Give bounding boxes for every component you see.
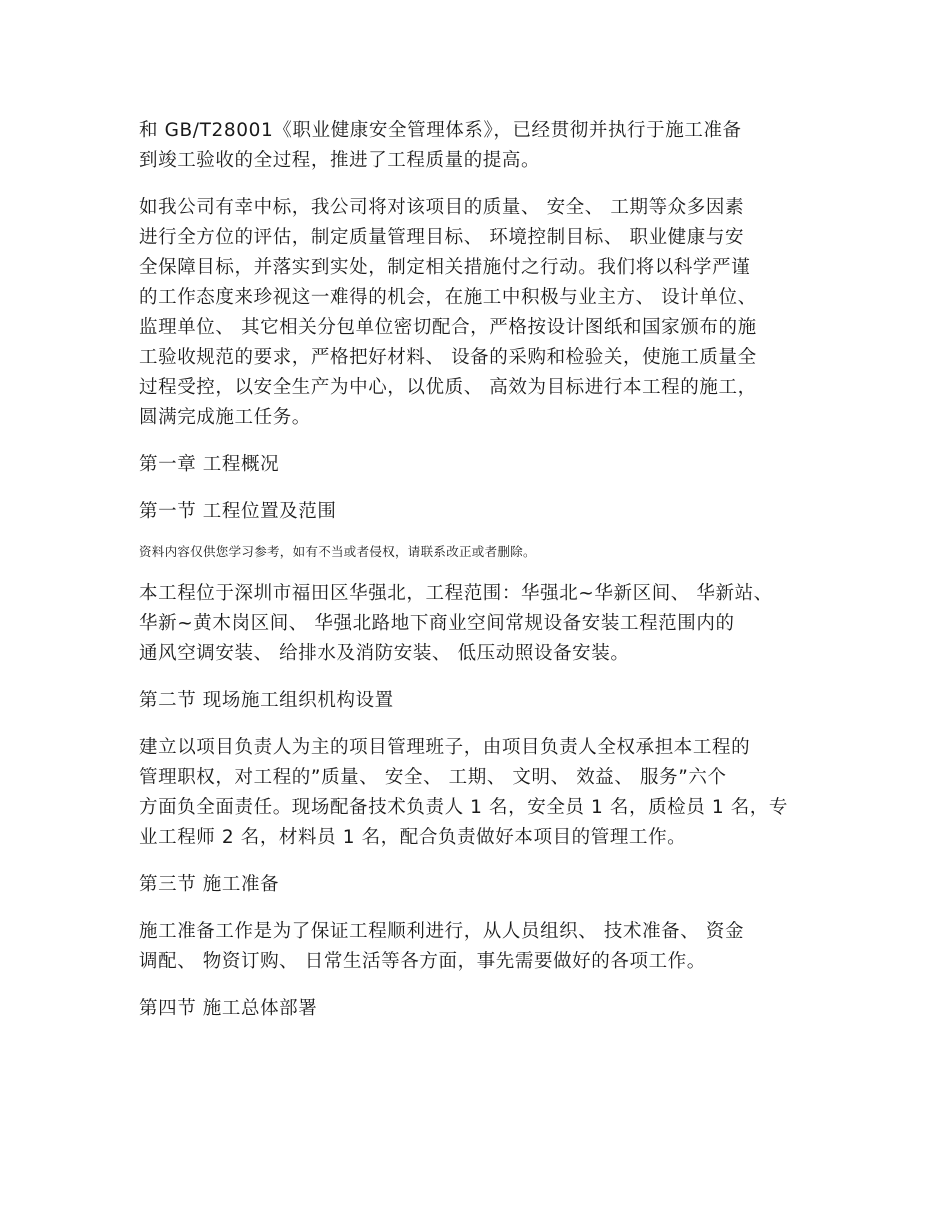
- paragraph-standards: [139, 116, 819, 176]
- text-line: 的工作态度来珍视这一难得的机会，在施工中积极与业主方、 设计单位、: [139, 287, 757, 308]
- text-line: 管理职权，对工程的”质量、 安全、 工期、 文明、 效益、 服务”六个: [139, 767, 727, 788]
- text-line: 业工程师 2 名，材料员 1 名，配合负责做好本项目的管理工作。: [139, 827, 687, 848]
- text-line: 过程受控，以安全生产为中心，以优质、 高效为目标进行本工程的施工，: [139, 377, 757, 398]
- text-line: 通风空调安装、 给排水及消防安装、 低压动照设备安装。: [139, 643, 630, 664]
- paragraph-preparation: [139, 917, 819, 977]
- text-line: 建立以项目负责人为主的项目管理班子，由项目负责人全权承担本工程的: [139, 737, 751, 758]
- text-line: 施工准备工作是为了保证工程顺利进行，从人员组织、 技术准备、 资金: [139, 921, 745, 942]
- text-line: 到竣工验收的全过程，推进了工程质量的提高。: [139, 150, 541, 171]
- text-line: 本工程位于深圳市福田区华强北，工程范围：华强北~华新区间、 华新站、: [139, 583, 773, 604]
- text-line: 和 GB/T28001《职业健康安全管理体系》，已经贯彻并执行于施工准备: [139, 120, 742, 141]
- section-heading: 第四节 施工总体部署: [139, 998, 318, 1019]
- disclaimer-note: 资料内容仅供您学习参考，如有不当或者侵权，请联系改正或者删除。: [139, 544, 536, 559]
- text-line: 进行全方位的评估，制定质量管理目标、 环境控制目标、 职业健康与安: [139, 227, 745, 248]
- text-line: 工验收规范的要求，严格把好材料、 设备的采购和检验关，使施工质量全: [139, 347, 757, 368]
- paragraph-organization: [139, 733, 819, 853]
- paragraph-commitment: [139, 193, 819, 433]
- paragraph-location: [139, 579, 819, 669]
- text-line: 调配、 物资订购、 日常生活等各方面，事先需要做好的各项工作。: [139, 951, 706, 972]
- chapter-heading: 第一章 工程概况: [139, 454, 280, 475]
- text-line: 华新~黄木岗区间、 华强北路地下商业空间常规设备安装工程范围内的: [139, 613, 735, 634]
- document-page: [139, 116, 819, 1041]
- text-line: 如我公司有幸中标，我公司将对该项目的质量、 安全、 工期等众多因素: [139, 197, 745, 218]
- text-line: 全保障目标，并落实到实处，制定相关措施付之行动。我们将以科学严谨: [139, 257, 751, 278]
- section-heading: 第二节 现场施工组织机构设置: [139, 690, 394, 711]
- text-line: 监理单位、 其它相关分包单位密切配合，严格按设计图纸和国家颁布的施: [139, 317, 757, 338]
- section-heading: 第三节 施工准备: [139, 874, 280, 895]
- text-line: 圆满完成施工任务。: [139, 407, 311, 428]
- text-line: 方面负全面责任。现场配备技术负责人 1 名，安全员 1 名，质检员 1 名，专: [139, 797, 788, 818]
- section-heading: 第一节 工程位置及范围: [139, 501, 337, 522]
